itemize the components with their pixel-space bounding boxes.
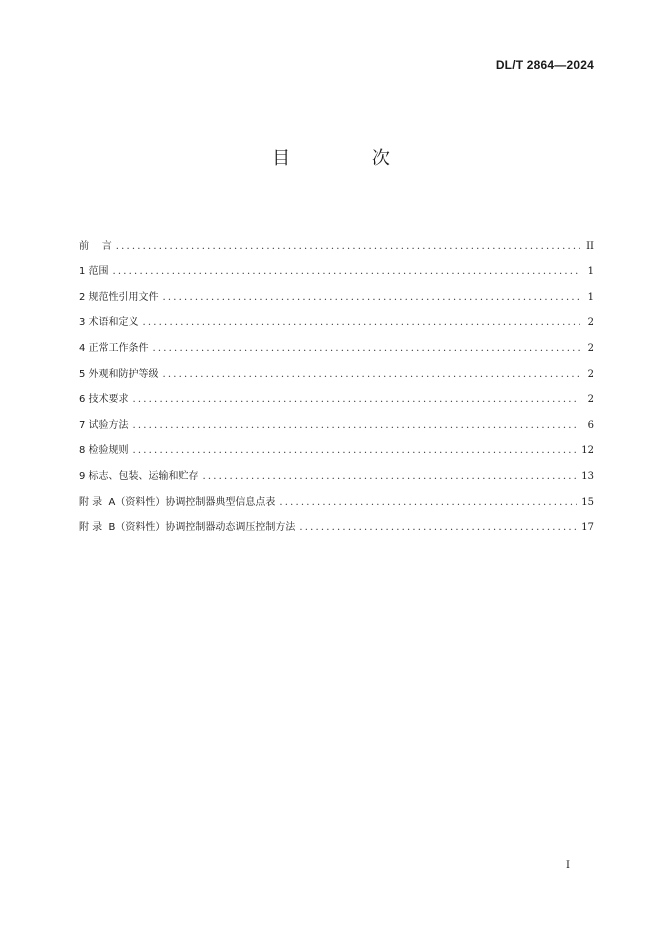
toc-leader-dots <box>133 444 578 458</box>
toc-leader-dots <box>163 291 580 305</box>
toc-entry-label: 3 术语和定义 <box>79 317 139 329</box>
toc-entry-marking-packaging[interactable] <box>79 458 594 484</box>
standard-code: DL/T 2864—2024 <box>495 58 594 72</box>
toc-entry-inspection-rules[interactable] <box>79 433 594 459</box>
toc-entry-page: 13 <box>581 470 594 482</box>
toc-entry-foreword[interactable] <box>79 228 594 254</box>
toc-leader-dots <box>203 470 578 484</box>
toc-leader-dots <box>163 368 580 382</box>
toc-entry-label: 5 外观和防护等级 <box>79 368 159 380</box>
toc-entry-page: 15 <box>581 496 594 508</box>
toc-leader-dots <box>133 419 580 433</box>
toc-entry-label: 附 录 B（资料性）协调控制器动态调压控制方法 <box>79 522 296 534</box>
toc-entry-label: 7 试验方法 <box>79 419 129 431</box>
toc-entry-page: 6 <box>587 419 594 431</box>
toc-list <box>79 228 594 535</box>
toc-leader-dots <box>143 316 580 330</box>
toc-entry-label: 9 标志、包装、运输和贮存 <box>79 470 199 482</box>
toc-entry-label: 6 技术要求 <box>79 394 129 406</box>
toc-entry-label: 附 录 A（资料性）协调控制器典型信息点表 <box>79 496 276 508</box>
toc-title: 目 次 <box>272 148 428 169</box>
toc-leader-dots <box>153 342 580 356</box>
page-number: I <box>566 860 570 871</box>
toc-leader-dots <box>116 240 580 254</box>
toc-entry-label: 1 范围 <box>79 266 109 278</box>
toc-entry-page: 1 <box>587 266 594 278</box>
toc-leader-dots <box>299 521 577 535</box>
toc-entry-label: 8 检验规则 <box>79 445 129 457</box>
toc-entry-page: 2 <box>587 317 594 329</box>
toc-entry-working-conditions[interactable] <box>79 330 594 356</box>
toc-entry-appendix-b[interactable] <box>79 510 594 536</box>
toc-entry-page: 17 <box>581 522 594 534</box>
toc-entry-terms-definitions[interactable] <box>79 305 594 331</box>
toc-entry-label: 前 言 <box>79 240 112 252</box>
toc-entry-page: 2 <box>587 342 594 354</box>
toc-entry-page: 2 <box>587 368 594 380</box>
toc-entry-appearance-protection[interactable] <box>79 356 594 382</box>
toc-entry-label: 2 规范性引用文件 <box>79 291 159 303</box>
toc-leader-dots <box>133 393 580 407</box>
toc-entry-page: II <box>586 240 594 252</box>
toc-entry-label: 4 正常工作条件 <box>79 342 149 354</box>
toc-entry-page: 2 <box>587 394 594 406</box>
toc-entry-appendix-a[interactable] <box>79 484 594 510</box>
toc-entry-page: 1 <box>587 291 594 303</box>
toc-entry-test-methods[interactable] <box>79 407 594 433</box>
toc-leader-dots <box>279 496 577 510</box>
toc-entry-technical-requirements[interactable] <box>79 382 594 408</box>
toc-entry-normative-references[interactable] <box>79 279 594 305</box>
toc-entry-page: 12 <box>581 445 594 457</box>
toc-entry-scope[interactable] <box>79 254 594 280</box>
toc-leader-dots <box>113 265 580 279</box>
